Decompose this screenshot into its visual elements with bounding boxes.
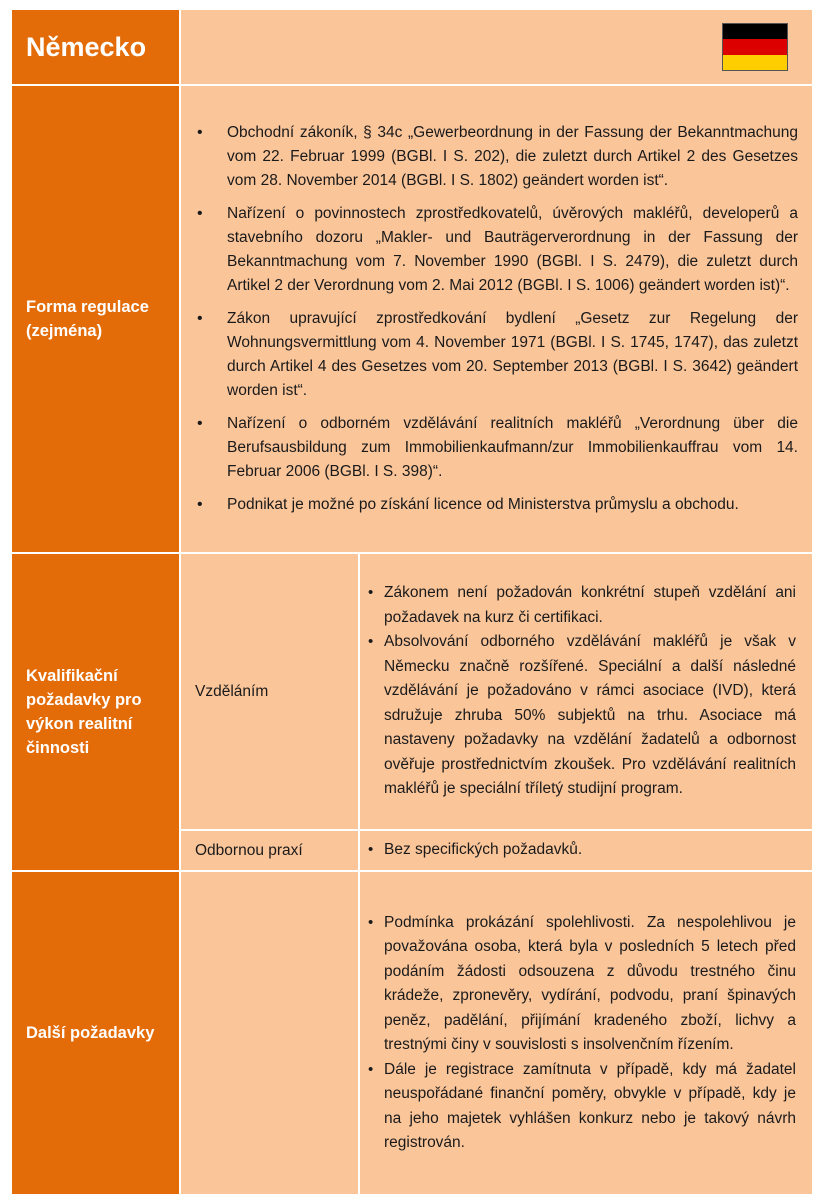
qualification-row bbox=[11, 553, 813, 830]
regulation-row bbox=[11, 85, 813, 553]
regulation-label: Forma regulace (zejména) bbox=[11, 85, 180, 553]
regulation-content bbox=[180, 85, 813, 553]
other-content bbox=[359, 871, 813, 1195]
list-item: • Zákon upravující zprostředkování bydlení „Gesetz zur Regelung der Wohnungsvermittlung vom 4. November 1971 (BGBl. I S. 1745, 1747), das zuletzt durch Artikel 4 des Gesetzes vom 20. September 2013 (BGBl. I S. 3642) geändert worden ist“. bbox=[193, 307, 798, 403]
education-label: Vzděláním bbox=[180, 553, 359, 830]
other-empty-cell bbox=[180, 871, 359, 1195]
list-item: • Nařízení o povinnostech zprostředkovatelů, úvěrových makléřů, developerů a stavebního dozoru „Makler- und Bauträgerverordnung in der Fassung der Bekanntmachung vom 7. November 1990 (BGBl. I S. 2479), die zuletzt durch Artikel 2 der Verordnung vom 2. Mai 2012 (BGBl. I S. 1006) geändert worden ist)“. bbox=[193, 202, 798, 298]
education-list bbox=[368, 581, 796, 802]
list-item: • Podnikat je možné po získání licence od Ministerstva průmyslu a obchodu. bbox=[193, 493, 798, 517]
practice-label: Odbornou praxí bbox=[180, 830, 359, 871]
practice-list bbox=[368, 838, 796, 863]
other-label: Další požadavky bbox=[11, 871, 180, 1195]
other-row bbox=[11, 871, 813, 1195]
country-title: Německo bbox=[11, 9, 180, 85]
list-item: • Zákonem není požadován konkrétní stupeň vzdělání ani požadavek na kurz či certifikaci. bbox=[368, 581, 796, 630]
header-row bbox=[11, 9, 813, 85]
regulation-list bbox=[193, 121, 798, 517]
germany-flag-icon bbox=[722, 23, 788, 71]
list-item: • Obchodní zákoník, § 34c „Gewerbeordnung in der Fassung der Bekanntmachung vom 22. Februar 1999 (BGBl. I S. 202), die zuletzt durch Artikel 2 des Gesetzes vom 28. November 2014 (BGBl. I S. 1802) geändert worden ist“. bbox=[193, 121, 798, 193]
list-item: • Podmínka prokázání spolehlivosti. Za nespolehlivou je považována osoba, která byla v posledních 5 letech před podáním žádosti odsouzena z důvodu trestného činu krádeže, zpronevěry, vydírání, podvodu, praní špinavých peněz, padělání, přijímání kradeného zboží, lichvy a trestnými činy v souvislosti s insolvenčním řízením. bbox=[368, 911, 796, 1058]
qualification-label: Kvalifikační požadavky pro výkon realitní činnosti bbox=[11, 553, 180, 871]
list-item: • Absolvování odborného vzdělávání makléřů je však v Německu značně rozšířené. Speciální a další následné vzdělávání je požadováno v rámci asociace (IVD), která sdružuje zhruba 50% subjektů na trhu. Asociace má nastaveny požadavky na vzdělání žadatelů a odbornost ověřuje prostřednictvím zkoušek. Pro vzdělávání realitních makléřů je speciální tříletý studijní program. bbox=[368, 630, 796, 802]
flag-cell bbox=[180, 9, 813, 85]
list-item: • Nařízení o odborném vzdělávání realitních makléřů „Verordnung über die Berufsausbildung zum Immobilienkaufmann/zur Immobilienkauffrau vom 14. Februar 2006 (BGBl. I S. 398)“. bbox=[193, 412, 798, 484]
country-regulation-table bbox=[10, 8, 814, 1196]
other-list bbox=[368, 911, 796, 1156]
list-item: • Bez specifických požadavků. bbox=[368, 838, 796, 863]
practice-content bbox=[359, 830, 813, 871]
education-content bbox=[359, 553, 813, 830]
list-item: • Dále je registrace zamítnuta v případě, kdy má žadatel neuspořádané finanční poměry, obvykle v případě, kdy je na jeho majetek vyhlášen konkurz nebo je takový návrh registrován. bbox=[368, 1058, 796, 1156]
